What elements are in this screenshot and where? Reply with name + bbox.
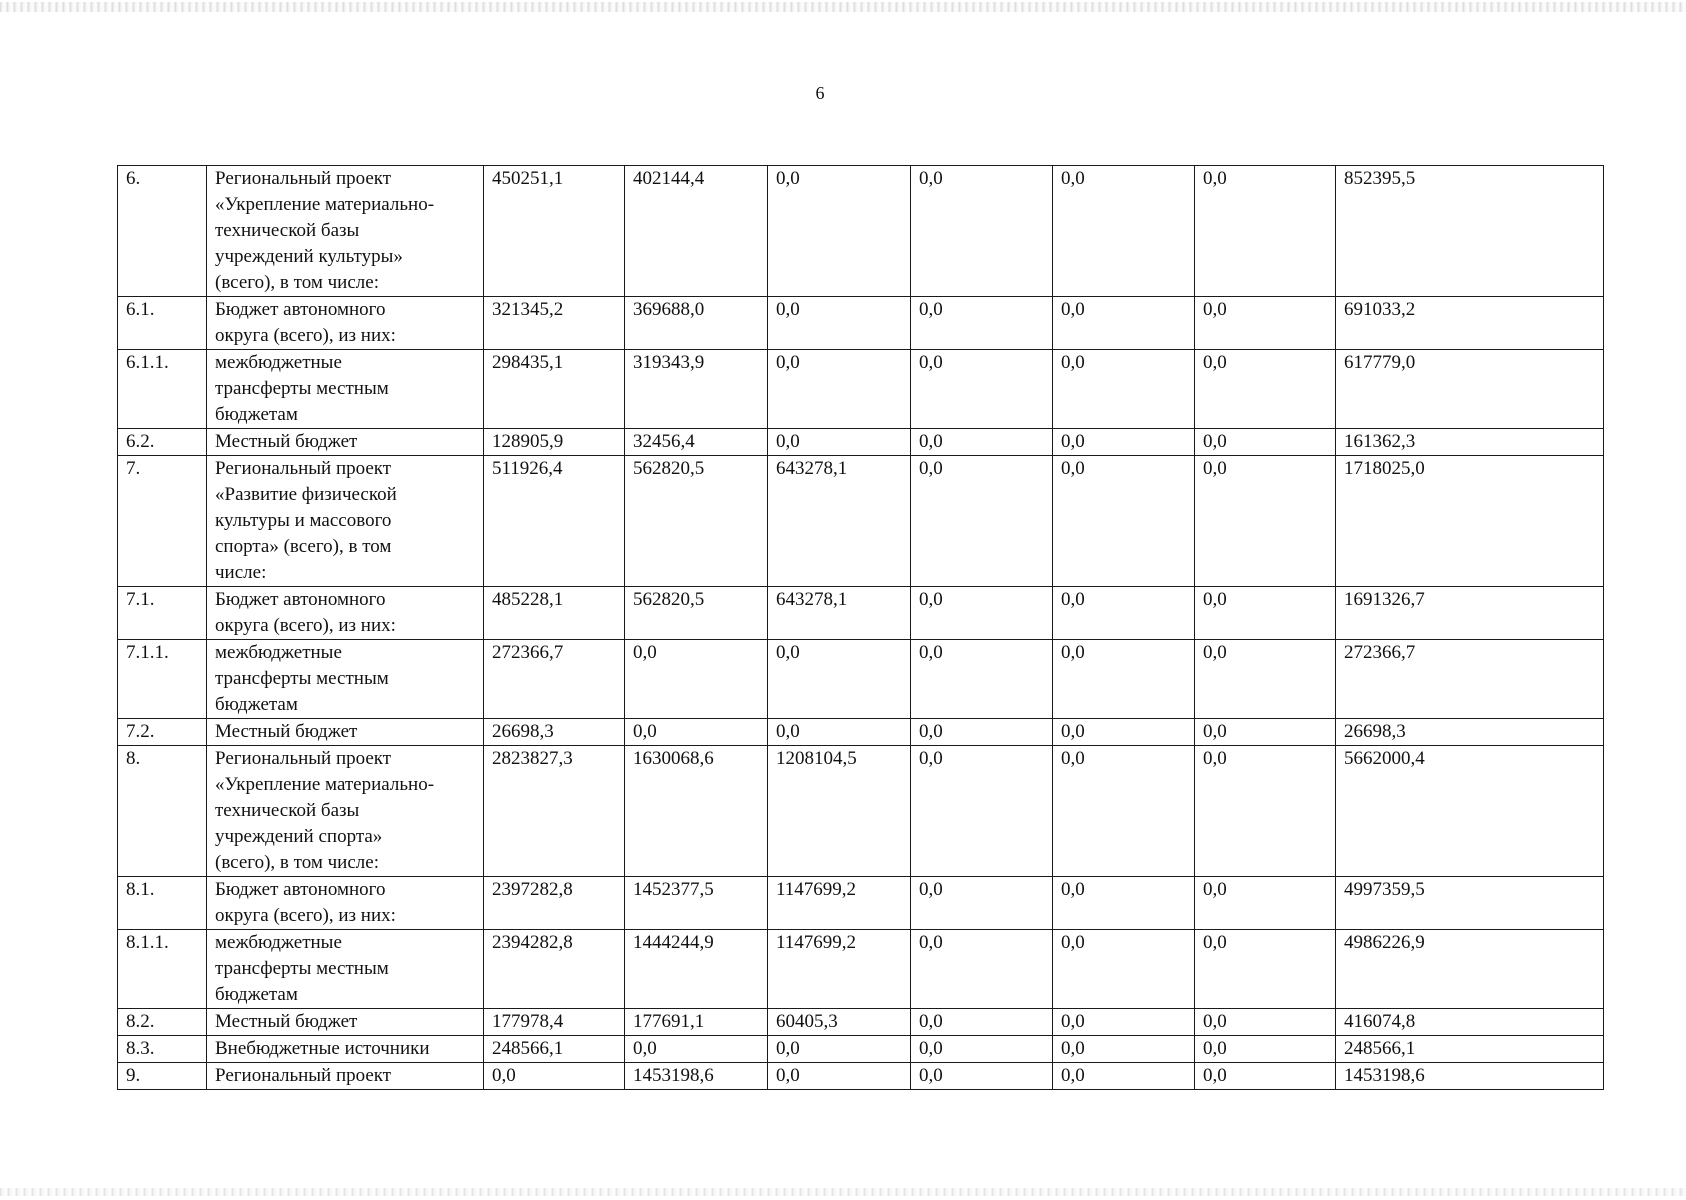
row-value-cell: 369688,0 — [625, 297, 768, 350]
row-value-cell: 1452377,5 — [625, 877, 768, 930]
row-value-cell: 0,0 — [768, 719, 911, 746]
row-code-cell: 9. — [118, 1063, 207, 1090]
row-code-cell: 7. — [118, 456, 207, 587]
row-value-cell: 0,0 — [911, 1009, 1053, 1036]
row-value-cell: 0,0 — [1195, 587, 1336, 640]
row-code-cell: 6.1. — [118, 297, 207, 350]
row-code-cell: 6.2. — [118, 429, 207, 456]
row-value-cell: 562820,5 — [625, 456, 768, 587]
table-row — [118, 297, 1604, 350]
row-name-cell: Внебюджетные источники — [207, 1036, 484, 1063]
row-value-cell: 0,0 — [1053, 429, 1195, 456]
table-row — [118, 1009, 1604, 1036]
row-value-cell: 0,0 — [1053, 1063, 1195, 1090]
row-value-cell: 0,0 — [1195, 350, 1336, 429]
row-name-cell: Бюджет автономного округа (всего), из них: — [207, 587, 484, 640]
row-total-cell: 272366,7 — [1336, 640, 1604, 719]
row-value-cell: 0,0 — [625, 719, 768, 746]
row-name-cell: межбюджетные трансферты местным бюджетам — [207, 640, 484, 719]
row-value-cell: 0,0 — [768, 429, 911, 456]
row-code-cell: 8.1. — [118, 877, 207, 930]
row-name-cell: Региональный проект «Укрепление материально- технической базы учреждений культуры» (всего), в том числе: — [207, 166, 484, 297]
row-value-cell: 0,0 — [625, 640, 768, 719]
row-value-cell: 2823827,3 — [484, 746, 625, 877]
row-total-cell: 248566,1 — [1336, 1036, 1604, 1063]
row-value-cell: 0,0 — [484, 1063, 625, 1090]
row-value-cell: 0,0 — [1053, 587, 1195, 640]
row-value-cell: 450251,1 — [484, 166, 625, 297]
row-value-cell: 0,0 — [768, 640, 911, 719]
row-code-cell: 8.2. — [118, 1009, 207, 1036]
row-name-cell: Местный бюджет — [207, 429, 484, 456]
row-value-cell: 2397282,8 — [484, 877, 625, 930]
table-row — [118, 930, 1604, 1009]
table-row — [118, 456, 1604, 587]
table-row — [118, 587, 1604, 640]
row-value-cell: 60405,3 — [768, 1009, 911, 1036]
row-value-cell: 2394282,8 — [484, 930, 625, 1009]
row-value-cell: 177691,1 — [625, 1009, 768, 1036]
row-value-cell: 0,0 — [1053, 746, 1195, 877]
row-value-cell: 643278,1 — [768, 456, 911, 587]
row-code-cell: 6.1.1. — [118, 350, 207, 429]
row-value-cell: 0,0 — [911, 166, 1053, 297]
row-value-cell: 0,0 — [911, 429, 1053, 456]
row-value-cell: 1147699,2 — [768, 930, 911, 1009]
row-total-cell: 852395,5 — [1336, 166, 1604, 297]
row-value-cell: 177978,4 — [484, 1009, 625, 1036]
row-total-cell: 5662000,4 — [1336, 746, 1604, 877]
row-value-cell: 0,0 — [768, 1063, 911, 1090]
row-value-cell: 0,0 — [1195, 166, 1336, 297]
table-row — [118, 429, 1604, 456]
row-value-cell: 0,0 — [911, 930, 1053, 1009]
row-total-cell: 617779,0 — [1336, 350, 1604, 429]
row-total-cell: 1453198,6 — [1336, 1063, 1604, 1090]
row-code-cell: 6. — [118, 166, 207, 297]
row-value-cell: 0,0 — [1053, 930, 1195, 1009]
row-value-cell: 0,0 — [911, 746, 1053, 877]
row-value-cell: 0,0 — [1053, 350, 1195, 429]
table-row — [118, 877, 1604, 930]
row-name-cell: межбюджетные трансферты местным бюджетам — [207, 930, 484, 1009]
row-name-cell: Местный бюджет — [207, 1009, 484, 1036]
row-name-cell: Региональный проект — [207, 1063, 484, 1090]
row-code-cell: 7.2. — [118, 719, 207, 746]
row-value-cell: 0,0 — [1053, 166, 1195, 297]
row-value-cell: 272366,7 — [484, 640, 625, 719]
row-value-cell: 321345,2 — [484, 297, 625, 350]
row-value-cell: 0,0 — [768, 297, 911, 350]
row-name-cell: Бюджет автономного округа (всего), из них: — [207, 297, 484, 350]
row-total-cell: 416074,8 — [1336, 1009, 1604, 1036]
row-value-cell: 0,0 — [1195, 456, 1336, 587]
row-total-cell: 26698,3 — [1336, 719, 1604, 746]
row-value-cell: 0,0 — [1195, 429, 1336, 456]
row-value-cell: 32456,4 — [625, 429, 768, 456]
row-value-cell: 1453198,6 — [625, 1063, 768, 1090]
row-name-cell: Местный бюджет — [207, 719, 484, 746]
row-value-cell: 0,0 — [911, 350, 1053, 429]
row-value-cell: 0,0 — [1195, 640, 1336, 719]
page-number: 6 — [815, 83, 825, 103]
row-value-cell: 0,0 — [1053, 877, 1195, 930]
row-value-cell: 319343,9 — [625, 350, 768, 429]
table-row — [118, 1036, 1604, 1063]
row-value-cell: 0,0 — [1053, 456, 1195, 587]
row-value-cell: 1147699,2 — [768, 877, 911, 930]
row-value-cell: 0,0 — [1195, 746, 1336, 877]
row-value-cell: 0,0 — [1053, 1009, 1195, 1036]
row-value-cell: 0,0 — [911, 877, 1053, 930]
row-value-cell: 298435,1 — [484, 350, 625, 429]
row-value-cell: 0,0 — [1053, 719, 1195, 746]
table-row — [118, 746, 1604, 877]
row-code-cell: 8.1.1. — [118, 930, 207, 1009]
row-value-cell: 0,0 — [1053, 1036, 1195, 1063]
row-total-cell: 1691326,7 — [1336, 587, 1604, 640]
row-name-cell: межбюджетные трансферты местным бюджетам — [207, 350, 484, 429]
row-value-cell: 643278,1 — [768, 587, 911, 640]
row-value-cell: 0,0 — [911, 297, 1053, 350]
scan-edge-bottom — [0, 1188, 1686, 1196]
row-total-cell: 1718025,0 — [1336, 456, 1604, 587]
row-code-cell: 7.1.1. — [118, 640, 207, 719]
row-value-cell: 1208104,5 — [768, 746, 911, 877]
row-value-cell: 0,0 — [1195, 877, 1336, 930]
row-total-cell: 691033,2 — [1336, 297, 1604, 350]
row-value-cell: 0,0 — [911, 1063, 1053, 1090]
row-total-cell: 4986226,9 — [1336, 930, 1604, 1009]
table-row — [118, 1063, 1604, 1090]
row-value-cell: 562820,5 — [625, 587, 768, 640]
row-value-cell: 0,0 — [1195, 1063, 1336, 1090]
row-value-cell: 128905,9 — [484, 429, 625, 456]
row-value-cell: 0,0 — [1195, 1009, 1336, 1036]
row-value-cell: 0,0 — [625, 1036, 768, 1063]
row-value-cell: 0,0 — [1195, 1036, 1336, 1063]
row-value-cell: 0,0 — [768, 1036, 911, 1063]
row-value-cell: 1630068,6 — [625, 746, 768, 877]
row-code-cell: 8.3. — [118, 1036, 207, 1063]
row-value-cell: 0,0 — [1195, 930, 1336, 1009]
row-value-cell: 0,0 — [1195, 719, 1336, 746]
row-value-cell: 0,0 — [1195, 297, 1336, 350]
row-value-cell: 0,0 — [768, 350, 911, 429]
table-row — [118, 350, 1604, 429]
budget-table-body — [118, 166, 1604, 1090]
row-value-cell: 0,0 — [911, 456, 1053, 587]
row-total-cell: 4997359,5 — [1336, 877, 1604, 930]
row-value-cell: 0,0 — [768, 166, 911, 297]
row-code-cell: 8. — [118, 746, 207, 877]
row-value-cell: 402144,4 — [625, 166, 768, 297]
budget-table — [117, 165, 1604, 1090]
row-value-cell: 26698,3 — [484, 719, 625, 746]
row-name-cell: Региональный проект «Укрепление материально- технической базы учреждений спорта» (всего), в том числе: — [207, 746, 484, 877]
row-value-cell: 511926,4 — [484, 456, 625, 587]
row-value-cell: 0,0 — [911, 1036, 1053, 1063]
table-row — [118, 719, 1604, 746]
row-value-cell: 1444244,9 — [625, 930, 768, 1009]
row-value-cell: 248566,1 — [484, 1036, 625, 1063]
row-value-cell: 0,0 — [1053, 640, 1195, 719]
row-total-cell: 161362,3 — [1336, 429, 1604, 456]
row-name-cell: Бюджет автономного округа (всего), из них: — [207, 877, 484, 930]
row-value-cell: 0,0 — [911, 719, 1053, 746]
row-value-cell: 0,0 — [1053, 297, 1195, 350]
table-row — [118, 166, 1604, 297]
row-name-cell: Региональный проект «Развитие физической культуры и массового спорта» (всего), в том числе: — [207, 456, 484, 587]
row-code-cell: 7.1. — [118, 587, 207, 640]
table-row — [118, 640, 1604, 719]
scan-edge-top — [0, 2, 1686, 12]
row-value-cell: 0,0 — [911, 640, 1053, 719]
row-value-cell: 0,0 — [911, 587, 1053, 640]
row-value-cell: 485228,1 — [484, 587, 625, 640]
